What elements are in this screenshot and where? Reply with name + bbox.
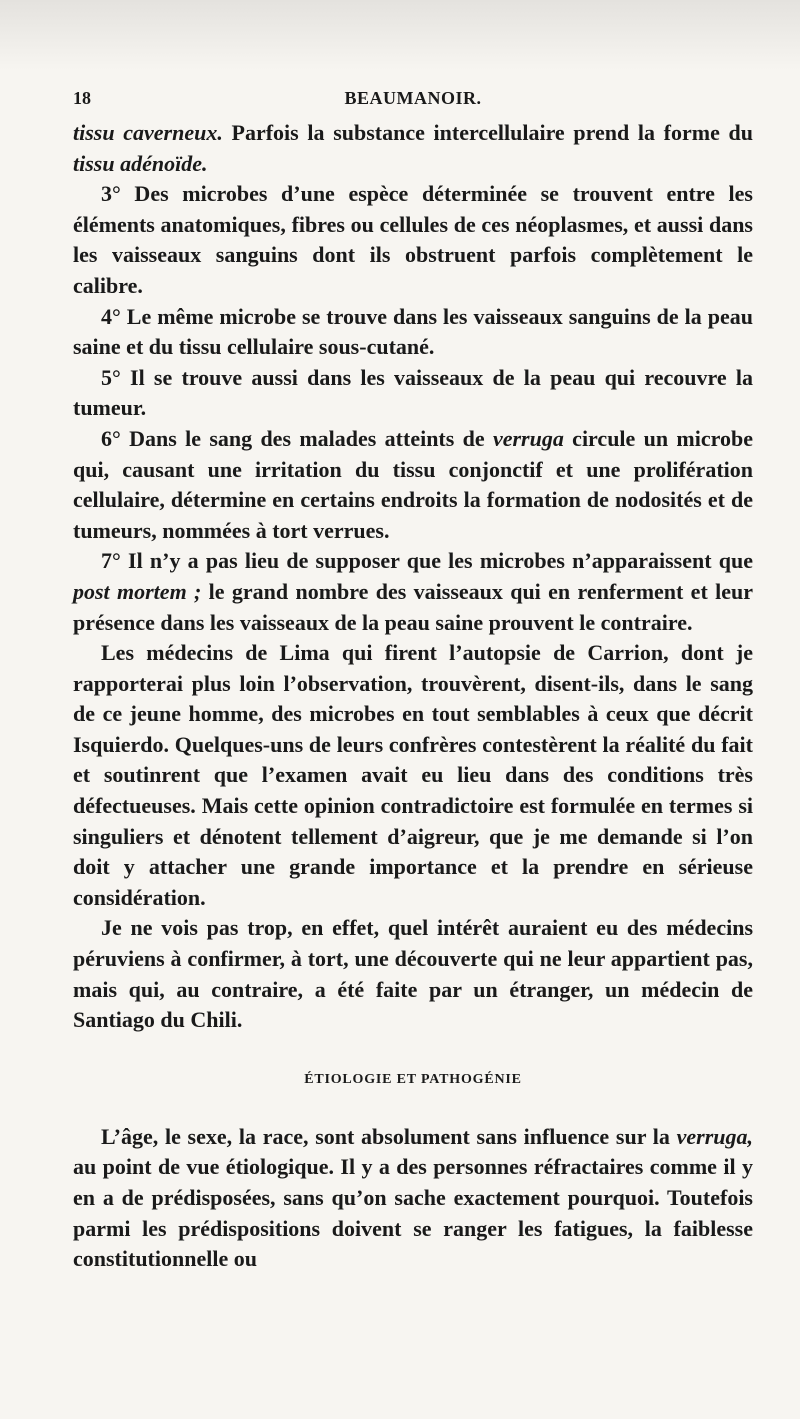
paragraph: [73, 638, 753, 913]
text-run: 7° Il n’y a pas lieu de supposer que les microbes n’apparaissent que: [101, 548, 753, 574]
paragraph: [73, 913, 753, 1035]
text-run: au point de vue étiologique. Il y a des personnes réfractaires comme il y en a de prédisposées, sans qu’on sache exactement pourquoi. Toutefois parmi les prédispositions doivent se ranger les fatigues, la faiblesse constitutionnelle ou: [73, 1154, 753, 1272]
section-heading: ÉTIOLOGIE ET PATHOGÉNIE: [304, 1071, 522, 1087]
text-run: Les médecins de Lima qui firent l’autopsie de Carrion, dont je rapporterai plus loin l’observation, trouvèrent, disent-ils, dans le sang de ce jeune homme, des microbes en tout semblables à ceux que décrit Isquierdo. Quelques-uns de leurs confrères contestèrent la réalité du fait et soutinrent que l’examen avait eu lieu dans des conditions très défectueuses. Mais cette opinion contradictoire est formulée en termes si singuliers et dénotent tellement d’aigreur, que je me demande si l’on doit y attacher une grande importance et la prendre en sérieuse considération.: [73, 640, 753, 910]
page-number: 18: [73, 88, 91, 108]
paragraphs-before-heading: [73, 118, 753, 1036]
page-header: [73, 88, 753, 112]
paragraph: [73, 424, 753, 546]
paragraph: [73, 179, 753, 301]
paragraphs-after-heading: [73, 1122, 753, 1275]
text-run: 4° Le même microbe se trouve dans les vaisseaux sanguins de la peau saine et du tissu cellulaire sous-cutané.: [73, 303, 753, 360]
italic-text: tissu adénoïde.: [73, 150, 208, 176]
paragraph: [73, 546, 753, 638]
text-run: 5° Il se trouve aussi dans les vaisseaux de la peau qui recouvre la tumeur.: [73, 364, 753, 421]
text-run: le grand nombre des vaisseaux qui en renferment et leur présence dans les vaisseaux de la peau saine prouvent le contraire.: [73, 578, 753, 635]
paragraph: [73, 302, 753, 363]
paragraph: [73, 118, 753, 179]
text-run: L’âge, le sexe, la race, sont absolument sans influence sur la: [101, 1123, 677, 1149]
italic-text: post mortem ;: [73, 578, 202, 604]
paragraph: [73, 363, 753, 424]
text-run: 6° Dans le sang des malades atteints de: [101, 425, 493, 451]
text-run: Je ne vois pas trop, en effet, quel intérêt auraient eu des médecins péruviens à confirmer, à tort, une découverte qui ne leur appartient pas, mais qui, au contraire, a été faite par un étranger, un médecin de Santiago du Chili.: [73, 915, 753, 1033]
text-run: circule un microbe qui, causant une irritation du tissu conjonctif et une prolifération cellulaire, détermine en certains endroits la formation de nodosités et de tumeurs, nommées à tort verrues.: [73, 425, 753, 543]
text-run: Parfois la substance intercellulaire prend la forme du: [222, 120, 753, 145]
italic-text: tissu caverneux.: [73, 120, 223, 145]
body-text: [73, 118, 753, 1275]
running-head: BEAUMANOIR.: [344, 88, 482, 108]
italic-text: verruga: [492, 425, 564, 451]
paragraph: [73, 1122, 753, 1275]
italic-text: verruga,: [676, 1123, 753, 1149]
text-run: 3° Des microbes d’une espèce déterminée se trouvent entre les éléments anatomiques, fibres ou cellules de ces néoplasmes, et aussi dans les vaisseaux sanguins dont ils obstruent parfois complètement le calibre.: [73, 181, 753, 298]
